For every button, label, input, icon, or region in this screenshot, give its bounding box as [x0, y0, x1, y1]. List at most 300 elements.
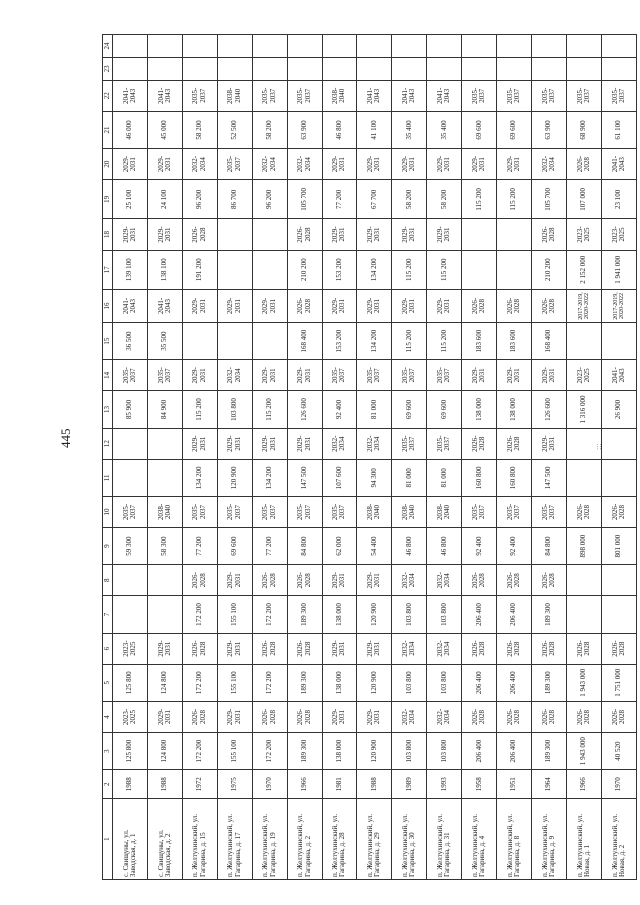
table-cell: 2029-2031: [497, 149, 532, 180]
table-row: [427, 35, 462, 880]
table-cell: 58 200: [252, 111, 287, 148]
table-cell: 2026-2028: [566, 633, 601, 664]
table-cell: 2026-2028: [532, 633, 567, 664]
table-cell: 46 000: [113, 111, 148, 148]
table-cell: 36 500: [113, 323, 148, 360]
table-row: [566, 35, 601, 880]
table-cell: 103 800: [217, 391, 252, 428]
table-cell: 2029-2031: [392, 149, 427, 180]
table-cell: 1970: [252, 770, 287, 799]
table-cell: 115 200: [182, 391, 217, 428]
table-cell: [601, 459, 636, 496]
table-cell: 63 900: [287, 111, 322, 148]
table-cell: 67 700: [357, 180, 392, 219]
table-cell: 2029-2031: [252, 360, 287, 391]
table-cell: 2032-2034: [427, 701, 462, 732]
table-cell: 26 900: [601, 391, 636, 428]
table-cell: [497, 250, 532, 289]
table-cell: [462, 57, 497, 80]
table-cell: [566, 459, 601, 496]
table-cell: 138 000: [462, 391, 497, 428]
table-cell: [217, 250, 252, 289]
table-cell: 2029-2031: [357, 565, 392, 596]
table-cell: 172 200: [252, 732, 287, 769]
table-cell: 189 300: [287, 732, 322, 769]
table-cell: [147, 596, 182, 633]
table-cell: 210 200: [287, 250, 322, 289]
table-cell: 2041-2043: [601, 360, 636, 391]
table-cell: 103 800: [392, 732, 427, 769]
address-cell: п. Желтухинский, ул. Гагарина, д. 8: [497, 799, 532, 880]
table-cell: 1988: [147, 770, 182, 799]
table-cell: 2035-2037: [252, 80, 287, 111]
table-cell: 69 600: [497, 111, 532, 148]
table-cell: 2041-2043: [357, 80, 392, 111]
table-cell: 2026-2028: [497, 428, 532, 459]
table-cell: 2035-2037: [322, 496, 357, 527]
table-cell: 1964: [532, 770, 567, 799]
table-cell: 2029-2031: [357, 289, 392, 322]
table-cell: [601, 57, 636, 80]
table-cell: 84 800: [287, 528, 322, 565]
table-row: [357, 35, 392, 880]
table-cell: [566, 323, 601, 360]
table-cell: 120 900: [357, 596, 392, 633]
table-cell: 1958: [462, 770, 497, 799]
table-cell: 2026-2028: [601, 496, 636, 527]
column-header: 9: [103, 528, 113, 565]
table-cell: 94 300: [357, 459, 392, 496]
table-cell: 2026-2028: [462, 701, 497, 732]
table-cell: 168 400: [287, 323, 322, 360]
table-cell: 134 200: [182, 459, 217, 496]
table-cell: 2026-2028: [462, 428, 497, 459]
table-cell: 103 800: [392, 596, 427, 633]
table-cell: 2026-2028: [497, 565, 532, 596]
table-cell: 1 943 000: [566, 732, 601, 769]
column-header: 3: [103, 732, 113, 769]
table-cell: 2041-2043: [601, 149, 636, 180]
table-cell: 115 200: [392, 323, 427, 360]
table-cell: 2029-2031: [462, 360, 497, 391]
address-cell: п. Желтухинский, ул. Гагарина, д. 31: [427, 799, 462, 880]
table-cell: 2032-2034: [392, 701, 427, 732]
table-cell: [427, 57, 462, 80]
table-cell: 45 000: [147, 111, 182, 148]
table-cell: [113, 565, 148, 596]
table-cell: 2029-2031: [357, 149, 392, 180]
table-cell: 35 500: [147, 323, 182, 360]
table-cell: 206 400: [462, 732, 497, 769]
table-cell: [147, 459, 182, 496]
table-cell: 139 100: [113, 250, 148, 289]
table-cell: 2038-2040: [147, 496, 182, 527]
table-cell: 2035-2037: [427, 428, 462, 459]
table-cell: 46 800: [392, 528, 427, 565]
table-cell: [497, 35, 532, 58]
table-cell: 2041-2043: [113, 289, 148, 322]
table-cell: 2026-2028: [182, 219, 217, 250]
table-cell: 120 900: [357, 732, 392, 769]
column-header: 8: [103, 565, 113, 596]
table-cell: 210 200: [532, 250, 567, 289]
table-cell: 77 200: [322, 180, 357, 219]
table-cell: 2026-2028: [462, 565, 497, 596]
table-cell: 2029-2031: [322, 565, 357, 596]
table-cell: [462, 219, 497, 250]
table-cell: 103 800: [427, 664, 462, 701]
table-cell: 62 000: [322, 528, 357, 565]
table-cell: 2029-2031: [357, 701, 392, 732]
address-cell: п. Желтухинский, ул. Гагарина, д. 4: [462, 799, 497, 880]
table-cell: 138 000: [322, 664, 357, 701]
table-cell: 2023-2025: [113, 701, 148, 732]
table-cell: 96 200: [182, 180, 217, 219]
table-cell: 2038-2040: [322, 80, 357, 111]
table-cell: 147 500: [287, 459, 322, 496]
table-cell: 160 800: [462, 459, 497, 496]
table-cell: 2029-2031: [322, 289, 357, 322]
table-cell: [113, 428, 148, 459]
table-cell: 1 751 000: [601, 664, 636, 701]
table-cell: [217, 35, 252, 58]
table-cell: 2026-2028: [287, 565, 322, 596]
table-cell: 52 500: [217, 111, 252, 148]
table-row: [287, 35, 322, 880]
table-cell: 2035-2037: [182, 80, 217, 111]
table-cell: [182, 323, 217, 360]
table-cell: 103 800: [427, 596, 462, 633]
table-cell: 155 100: [217, 596, 252, 633]
table-cell: 2026-2028: [566, 496, 601, 527]
table-cell: 2029-2031: [357, 633, 392, 664]
table-cell: [217, 323, 252, 360]
table-cell: 2029-2031: [147, 219, 182, 250]
table-row: [147, 35, 182, 880]
table-cell: 2029-2031: [252, 428, 287, 459]
column-header: 24: [103, 35, 113, 58]
table-cell: 2041-2043: [427, 80, 462, 111]
table-cell: 2041-2043: [147, 289, 182, 322]
table-cell: 2035-2037: [357, 360, 392, 391]
table-cell: 77 200: [182, 528, 217, 565]
table-cell: [532, 57, 567, 80]
table-cell: 2035-2037: [497, 80, 532, 111]
table-cell: 2029-2031: [357, 219, 392, 250]
table-cell: 153 200: [322, 250, 357, 289]
column-header: 16: [103, 289, 113, 322]
table-cell: [147, 57, 182, 80]
table-row: [392, 35, 427, 880]
table-cell: 115 200: [252, 391, 287, 428]
table-cell: 2035-2037: [532, 80, 567, 111]
table-cell: 2023-2025: [566, 360, 601, 391]
table-row: [182, 35, 217, 880]
table-cell: 2029-2031: [182, 360, 217, 391]
table-cell: 2035-2037: [392, 360, 427, 391]
table-cell: 2026-2028: [601, 701, 636, 732]
column-header: 10: [103, 496, 113, 527]
table-cell: 120 900: [357, 664, 392, 701]
table-cell: 1988: [357, 770, 392, 799]
column-header: 21: [103, 111, 113, 148]
table-cell: 172 200: [182, 596, 217, 633]
table-cell: [252, 323, 287, 360]
table-cell: [462, 250, 497, 289]
column-header: 12: [103, 428, 113, 459]
table-row: [601, 35, 636, 880]
table-cell: 68 900: [566, 111, 601, 148]
table-cell: 1993: [427, 770, 462, 799]
table-cell: [566, 57, 601, 80]
table-cell: [252, 35, 287, 58]
table-cell: [497, 219, 532, 250]
table-cell: 92 400: [497, 528, 532, 565]
table-cell: [601, 596, 636, 633]
table-cell: 189 300: [287, 596, 322, 633]
table-cell: 1966: [287, 770, 322, 799]
table-cell: 2029-2031: [427, 289, 462, 322]
table-cell: 41 100: [357, 111, 392, 148]
table-cell: 172 200: [252, 596, 287, 633]
table-cell: 2026-2028: [287, 633, 322, 664]
table-cell: 2029-2031: [532, 428, 567, 459]
table-row: [462, 35, 497, 880]
table-cell: 2026-2028: [182, 633, 217, 664]
table-cell: 40 520: [601, 732, 636, 769]
table-cell: 1988: [113, 770, 148, 799]
table-cell: 25 100: [113, 180, 148, 219]
table-cell: 81 000: [357, 391, 392, 428]
table-row: [113, 35, 148, 880]
table-cell: 2029-2031: [462, 149, 497, 180]
table-cell: 2029-2031: [252, 289, 287, 322]
table-cell: 2026-2028: [497, 701, 532, 732]
table-cell: 2035-2037: [287, 496, 322, 527]
table-cell: 61 100: [601, 111, 636, 148]
table-cell: 2029-2031: [322, 149, 357, 180]
table-cell: 2035-2037: [462, 496, 497, 527]
table-cell: 183 600: [462, 323, 497, 360]
table-row: [497, 35, 532, 880]
table-cell: 155 100: [217, 664, 252, 701]
table-cell: 69 600: [392, 391, 427, 428]
table-cell: 2026-2028: [532, 565, 567, 596]
table-cell: 84 900: [147, 391, 182, 428]
table-cell: 2041-2043: [392, 80, 427, 111]
table-cell: 160 800: [497, 459, 532, 496]
table-cell: 24 100: [147, 180, 182, 219]
table-cell: 2032-2034: [427, 565, 462, 596]
table-cell: 2023-2025: [601, 219, 636, 250]
table-cell: 2029-2031: [287, 428, 322, 459]
table-cell: [252, 250, 287, 289]
table-cell: 191 200: [182, 250, 217, 289]
table-cell: 138 100: [147, 250, 182, 289]
table-cell: 84 800: [532, 528, 567, 565]
table-cell: [113, 596, 148, 633]
table-cell: 1970: [601, 770, 636, 799]
table-cell: [462, 35, 497, 58]
table-cell: [182, 57, 217, 80]
page-number: 445: [58, 428, 73, 448]
column-header: 22: [103, 80, 113, 111]
table-cell: 96 200: [252, 180, 287, 219]
table-cell: [566, 35, 601, 58]
table-cell: 2029-2031: [322, 701, 357, 732]
table-row: [532, 35, 567, 880]
table-cell: 2017-2019, 2020-2022: [566, 289, 601, 322]
table-cell: 2032-2034: [427, 633, 462, 664]
table-cell: [252, 57, 287, 80]
column-header: 18: [103, 219, 113, 250]
table-cell: [147, 565, 182, 596]
table-cell: 2029-2031: [427, 219, 462, 250]
table-cell: 2029-2031: [217, 633, 252, 664]
table-cell: 2029-2031: [147, 149, 182, 180]
table-cell: 2026-2028: [462, 633, 497, 664]
table-cell: 2035-2037: [322, 360, 357, 391]
table-cell: 183 600: [497, 323, 532, 360]
table-cell: [147, 35, 182, 58]
table-cell: [322, 57, 357, 80]
table-cell: [182, 35, 217, 58]
table-cell: 2029-2031: [217, 701, 252, 732]
table-cell: 2026-2028: [287, 219, 322, 250]
table-cell: 2026-2028: [287, 289, 322, 322]
table-cell: 115 200: [392, 250, 427, 289]
table-cell: 2035-2037: [392, 428, 427, 459]
address-cell: п. Желтухинский, ул. Гагарина, д. 30: [392, 799, 427, 880]
table-cell: 206 400: [497, 596, 532, 633]
table-cell: 134 200: [357, 250, 392, 289]
table-cell: 85 900: [113, 391, 148, 428]
table-cell: 77 200: [252, 528, 287, 565]
table-row: [217, 35, 252, 880]
table-cell: [601, 35, 636, 58]
table-cell: 2026-2028: [497, 633, 532, 664]
table-cell: 2029-2031: [532, 360, 567, 391]
table-cell: 2026-2028: [601, 633, 636, 664]
table-cell: 2035-2037: [147, 360, 182, 391]
table-cell: 2035-2037: [427, 360, 462, 391]
table-cell: [113, 35, 148, 58]
table-cell: 2035-2037: [497, 496, 532, 527]
table-cell: 2029-2031: [287, 360, 322, 391]
table-cell: 115 200: [497, 180, 532, 219]
table-cell: 2041-2043: [113, 80, 148, 111]
table-cell: [287, 35, 322, 58]
table-cell: [217, 219, 252, 250]
table-cell: [497, 57, 532, 80]
table-cell: 189 300: [532, 664, 567, 701]
table-cell: [147, 428, 182, 459]
table-cell: 2032-2034: [252, 149, 287, 180]
table-cell: 2035-2037: [217, 149, 252, 180]
table-cell: 35 400: [392, 111, 427, 148]
table-cell: 126 600: [532, 391, 567, 428]
table-cell: 2035-2037: [113, 496, 148, 527]
table-cell: 120 900: [217, 459, 252, 496]
table-cell: 125 800: [113, 664, 148, 701]
table-cell: 2026-2028: [532, 289, 567, 322]
table-cell: 2026-2028: [182, 701, 217, 732]
table-cell: 92 400: [462, 528, 497, 565]
table-cell: 2029-2031: [392, 289, 427, 322]
address-cell: п. Желтухинский, ул. Новая, д. 1: [566, 799, 601, 880]
table-cell: [566, 565, 601, 596]
table-cell: 189 300: [532, 732, 567, 769]
table-cell: 2 152 000: [566, 250, 601, 289]
table-cell: 138 000: [322, 732, 357, 769]
table-cell: 35 400: [427, 111, 462, 148]
table-cell: [392, 35, 427, 58]
scan-marks: :::: [593, 443, 603, 450]
table-cell: [566, 596, 601, 633]
table-cell: 58 200: [182, 111, 217, 148]
table-cell: 2035-2037: [113, 360, 148, 391]
table-cell: 2029-2031: [322, 219, 357, 250]
table-cell: 2029-2031: [182, 289, 217, 322]
table-cell: 124 800: [147, 732, 182, 769]
table-cell: 2026-2028: [252, 565, 287, 596]
table-cell: 103 800: [427, 732, 462, 769]
table-cell: 2023-2025: [566, 219, 601, 250]
column-header: 4: [103, 701, 113, 732]
table-cell: 2029-2031: [182, 428, 217, 459]
table-cell: 1951: [497, 770, 532, 799]
table-cell: 2026-2028: [287, 701, 322, 732]
table-cell: 2026-2028: [566, 149, 601, 180]
table-cell: 1972: [182, 770, 217, 799]
table-cell: 2038-2040: [427, 496, 462, 527]
table-cell: 2032-2034: [532, 149, 567, 180]
table-cell: 801 000: [601, 528, 636, 565]
table-cell: [427, 35, 462, 58]
table-cell: 115 200: [462, 180, 497, 219]
table-cell: 58 300: [147, 528, 182, 565]
column-header: 1: [103, 799, 113, 880]
table-cell: 2029-2031: [427, 149, 462, 180]
table-cell: 1 943 000: [566, 664, 601, 701]
column-header: 19: [103, 180, 113, 219]
table-cell: 92 400: [322, 391, 357, 428]
table-cell: 2029-2031: [497, 360, 532, 391]
column-header: 5: [103, 664, 113, 701]
table-cell: 2029-2031: [322, 633, 357, 664]
table-cell: [217, 57, 252, 80]
table-cell: 105 700: [532, 180, 567, 219]
table-cell: 2035-2037: [462, 80, 497, 111]
table-cell: 107 000: [566, 180, 601, 219]
table-cell: 2032-2034: [357, 428, 392, 459]
table-cell: 124 800: [147, 664, 182, 701]
table-cell: 69 600: [217, 528, 252, 565]
table-cell: 126 600: [287, 391, 322, 428]
address-cell: п. Желтухинский, ул. Гагарина, д. 15: [182, 799, 217, 880]
column-header: 17: [103, 250, 113, 289]
table-cell: [113, 57, 148, 80]
table-cell: 2026-2028: [252, 633, 287, 664]
address-cell: п. Желтухинский, ул. Гагарина, д. 29: [357, 799, 392, 880]
address-cell: с. Свищуны, ул. Заводская, д. 1: [113, 799, 148, 880]
table-cell: 2026-2028: [532, 219, 567, 250]
column-header: 6: [103, 633, 113, 664]
table-cell: 115 200: [427, 323, 462, 360]
table-cell: 168 400: [532, 323, 567, 360]
table-cell: 189 300: [287, 664, 322, 701]
table-cell: 172 200: [182, 664, 217, 701]
